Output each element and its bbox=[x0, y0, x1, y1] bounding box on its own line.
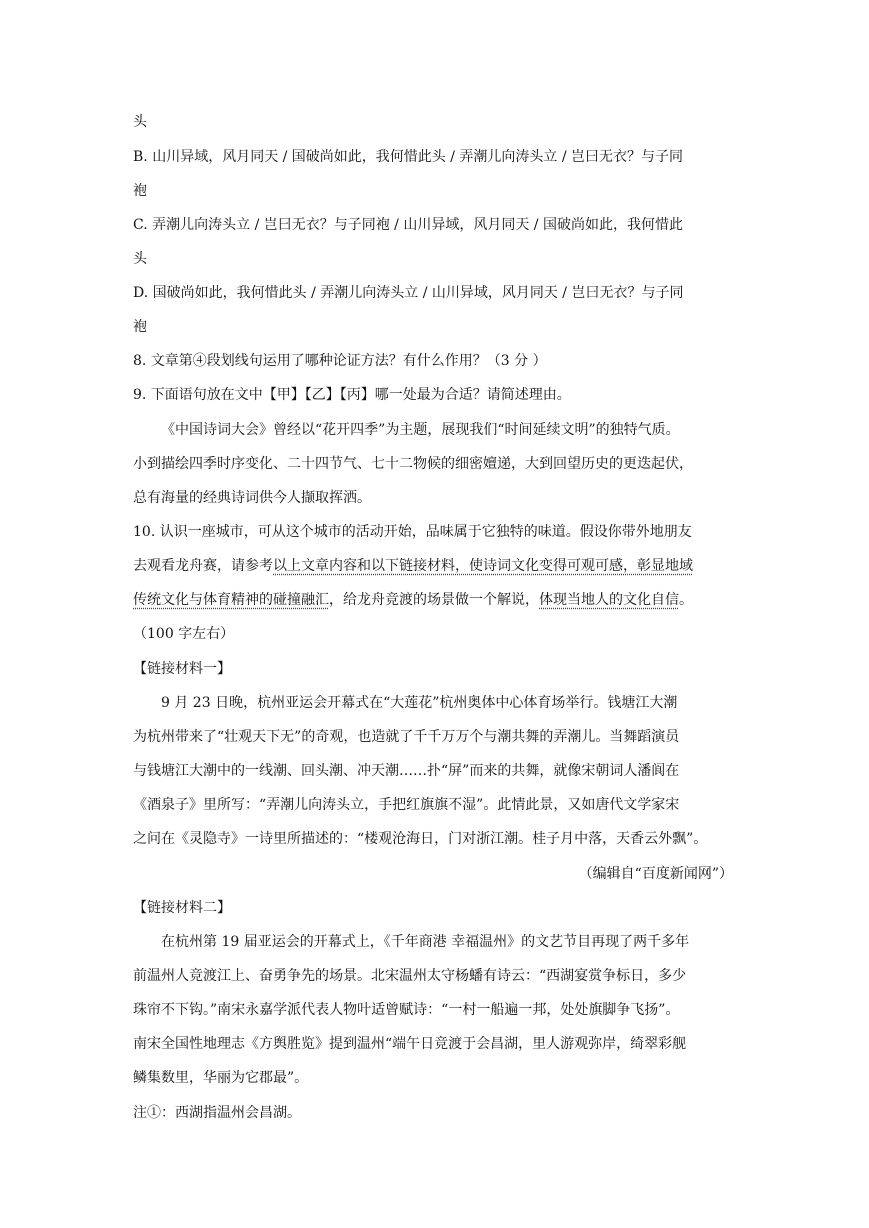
material-two-line: 在杭州第 19 届亚运会的开幕式上，《千年商港 幸福温州》的文艺节目再现了两千多年 bbox=[161, 934, 690, 950]
material-two-line: 前温州人竞渡江上、奋勇争先的场景。北宋温州太守杨蟠有诗云：“西湖宴赏争标日，多少 bbox=[133, 968, 687, 984]
q10-emphasis-text: 体现当地人的文化自信 bbox=[539, 592, 679, 608]
option-b-tail: 袍 bbox=[133, 183, 147, 199]
material-one-heading: 【链接材料一】 bbox=[133, 661, 231, 677]
option-b: B. 山川异域，风月同天 / 国破尚如此，我何惜此头 / 弄潮儿向涛头立 / 岂曰无衣？与子同 bbox=[133, 149, 684, 165]
q9-passage-line: 《中国诗词大会》曾经以“花开四季”为主题，展现我们“时间延续文明”的独特气质。 bbox=[161, 422, 680, 438]
q10-emphasis-text: 传统文化与体育精神的碰撞融汇 bbox=[133, 592, 329, 608]
question-10: 10. 认识一座城市，可从这个城市的活动开始，品味属于它独特的味道。假设你带外地朋友 bbox=[133, 524, 692, 540]
option-c: C. 弄潮儿向涛头立 / 岂曰无衣？与子同袍 / 山川异域，风月同天 / 国破尚如此，我何惜此 bbox=[133, 217, 683, 233]
question-9: 9. 下面语句放在文中【甲】【乙】【丙】哪一处最为合适？请简述理由。 bbox=[133, 387, 571, 403]
material-one-source: （编辑自“百度新闻网”） bbox=[578, 866, 733, 882]
question-10-line bbox=[133, 590, 741, 610]
question-10-line bbox=[133, 556, 741, 576]
footnote: 注①：西湖指温州会昌湖。 bbox=[133, 1105, 301, 1121]
material-two-line: 鳞集数里，华丽为它郡最”。 bbox=[133, 1070, 309, 1086]
material-two-heading: 【链接材料二】 bbox=[133, 900, 231, 916]
q10-text: ，给龙舟竞渡的场景做一个解说， bbox=[329, 592, 539, 608]
option-d: D. 国破尚如此，我何惜此头 / 弄潮儿向涛头立 / 山川异域，风月同天 / 岂曰无衣？与子同 bbox=[133, 285, 684, 301]
q9-passage-line: 小到描绘四季时序变化、二十四节气、七十二物候的细密嬗递，大到回望历史的更迭起伏， bbox=[133, 456, 693, 472]
material-one-line: 与钱塘江大潮中的一线潮、回头潮、冲天潮……扑“屏”而来的共舞，就像宋朝词人潘阆在 bbox=[133, 763, 680, 779]
material-one-line: 为杭州带来了“壮观天下无”的奇观，也造就了千千万万个与潮共舞的弄潮儿。当舞蹈演员 bbox=[133, 729, 680, 745]
material-one-line: 9 月 23 日晚，杭州亚运会开幕式在“大莲花”杭州奥体中心体育场举行。钱塘江大潮 bbox=[161, 695, 678, 711]
word-limit-note: （100 字左右） bbox=[133, 626, 235, 642]
option-c-tail: 头 bbox=[133, 251, 147, 267]
material-one-line: 《酒泉子》里所写：“弄潮儿向涛头立，手把红旗旗不湿”。此情此景，又如唐代文学家宋 bbox=[133, 797, 680, 813]
q9-passage-line: 总有海量的经典诗词供今人撷取挥洒。 bbox=[133, 490, 371, 506]
q10-text: 。 bbox=[679, 592, 693, 608]
q10-emphasis-text: 以上文章内容和以下链接材料，使诗词文化变得可观可感，彰显地域 bbox=[273, 558, 693, 574]
material-one-line: 之问在《灵隐寺》一诗里所描述的：“楼观沧海日，门对浙江潮。桂子月中落，天香云外飘”。 bbox=[133, 831, 708, 847]
option-d-tail: 袍 bbox=[133, 319, 147, 335]
q10-text: 去观看龙舟赛，请参考 bbox=[133, 558, 273, 574]
question-8: 8. 文章第④段划线句运用了哪种论证方法？有什么作用？（3 分 ） bbox=[133, 353, 547, 369]
option-a-tail: 头 bbox=[133, 114, 147, 130]
material-two-line: 南宋全国性地理志《方舆胜览》提到温州“端午日竞渡于会昌湖，里人游观弥岸，绮翠彩舰 bbox=[133, 1036, 687, 1052]
material-two-line: 珠帘不下钩。”南宋永嘉学派代表人物叶适曾赋诗：“一村一船遍一邦，处处旗脚争飞扬”。 bbox=[133, 1002, 680, 1018]
